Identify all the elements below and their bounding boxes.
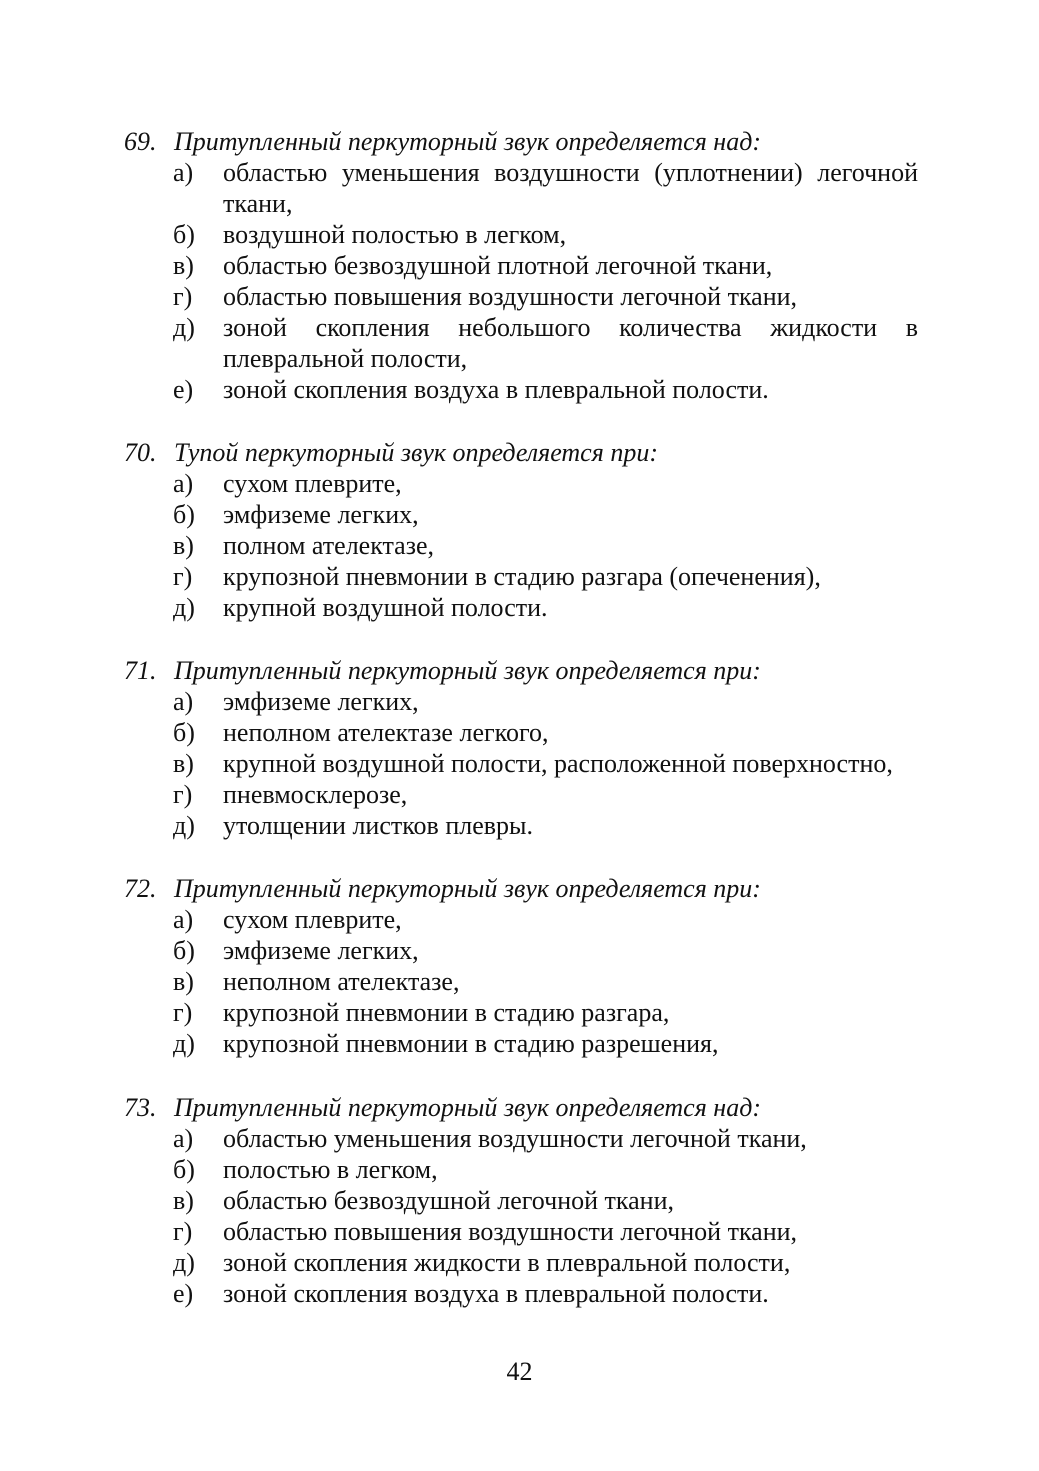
option-text: утолщении листков плевры. <box>223 811 534 840</box>
answer-options <box>173 904 918 1059</box>
option-text: воздушной полостью в легком, <box>223 220 567 249</box>
option-letter: а) <box>173 158 194 187</box>
option-letter: а) <box>173 905 194 934</box>
answer-option <box>173 1185 918 1216</box>
option-text: областью безвоздушной плотной легочной ткани, <box>223 251 773 280</box>
option-letter: е) <box>173 1279 194 1308</box>
answer-option <box>173 281 918 312</box>
answer-option <box>173 1123 918 1154</box>
option-letter: г) <box>173 998 193 1027</box>
option-letter: б) <box>173 220 195 249</box>
option-letter: г) <box>173 282 193 311</box>
answer-option <box>173 810 918 841</box>
option-letter: б) <box>173 936 195 965</box>
option-text: областью уменьшения воздушности легочной ткани, <box>223 1124 807 1153</box>
option-text: сухом плеврите, <box>223 905 402 934</box>
option-letter: б) <box>173 1155 195 1184</box>
answer-option <box>173 1154 918 1185</box>
answer-option <box>173 997 918 1028</box>
option-letter: д) <box>173 1029 195 1058</box>
answer-option <box>173 374 918 405</box>
question-number: 70. <box>124 438 157 467</box>
page-number: 42 <box>506 1357 533 1386</box>
option-text: полном ателектазе, <box>223 531 435 560</box>
option-letter: в) <box>173 749 194 778</box>
question-number: 71. <box>124 656 157 685</box>
answer-option <box>173 935 918 966</box>
option-letter: в) <box>173 531 194 560</box>
question-text: Притупленный перкуторный звук определяется над: <box>174 127 762 156</box>
answer-options <box>173 1123 918 1309</box>
option-letter: г) <box>173 1217 193 1246</box>
answer-option <box>173 1247 918 1278</box>
option-text: зоной скопления небольшого количества жидкости в плевральной полости, <box>223 313 918 373</box>
option-text: эмфиземе легких, <box>223 500 419 529</box>
question-title <box>124 437 924 468</box>
option-text: областью безвоздушной легочной ткани, <box>223 1186 675 1215</box>
question-number: 69. <box>124 127 157 156</box>
option-letter: г) <box>173 780 193 809</box>
answer-option <box>173 717 918 748</box>
answer-option <box>173 219 918 250</box>
option-letter: а) <box>173 469 194 498</box>
answer-option <box>173 1216 918 1247</box>
answer-option <box>173 250 918 281</box>
option-text: эмфиземе легких, <box>223 687 419 716</box>
question-text: Притупленный перкуторный звук определяется при: <box>174 874 761 903</box>
option-text: неполном ателектазе, <box>223 967 460 996</box>
answer-options <box>173 686 918 841</box>
answer-option <box>173 530 918 561</box>
question-text: Тупой перкуторный звук определяется при: <box>174 438 658 467</box>
option-letter: б) <box>173 500 195 529</box>
option-text: областью повышения воздушности легочной ткани, <box>223 282 798 311</box>
option-letter: е) <box>173 375 194 404</box>
option-letter: д) <box>173 811 195 840</box>
option-letter: в) <box>173 1186 194 1215</box>
option-text: зоной скопления воздуха в плевральной полости. <box>223 1279 769 1308</box>
option-text: зоной скопления воздуха в плевральной полости. <box>223 375 769 404</box>
option-text: крупной воздушной полости, расположенной поверхностно, <box>223 749 893 778</box>
option-text: неполном ателектазе легкого, <box>223 718 549 747</box>
question-number: 73. <box>124 1093 157 1122</box>
answer-option <box>173 686 918 717</box>
option-text: областью повышения воздушности легочной ткани, <box>223 1217 798 1246</box>
option-letter: д) <box>173 1248 195 1277</box>
question-text: Притупленный перкуторный звук определяется над: <box>174 1093 762 1122</box>
option-text: сухом плеврите, <box>223 469 402 498</box>
answer-option <box>173 748 918 779</box>
option-letter: д) <box>173 313 195 342</box>
answer-option <box>173 561 918 592</box>
option-text: крупозной пневмонии в стадию разгара (опеченения), <box>223 562 821 591</box>
option-text: крупной воздушной полости. <box>223 593 548 622</box>
answer-option <box>173 904 918 935</box>
question-title <box>124 126 924 157</box>
option-text: эмфиземе легких, <box>223 936 419 965</box>
question-title <box>124 873 924 904</box>
option-text: областью уменьшения воздушности (уплотнении) легочной ткани, <box>223 158 918 218</box>
answer-option <box>173 157 918 219</box>
option-letter: г) <box>173 562 193 591</box>
question-title <box>124 1092 924 1123</box>
option-letter: в) <box>173 251 194 280</box>
option-text: крупозной пневмонии в стадию разгара, <box>223 998 670 1027</box>
option-letter: а) <box>173 687 194 716</box>
answer-option <box>173 1278 918 1309</box>
answer-option <box>173 1028 918 1059</box>
question-title <box>124 655 924 686</box>
answer-options <box>173 157 918 405</box>
answer-option <box>173 592 918 623</box>
option-letter: в) <box>173 967 194 996</box>
answer-option <box>173 468 918 499</box>
option-text: зоной скопления жидкости в плевральной полости, <box>223 1248 791 1277</box>
question-number: 72. <box>124 874 157 903</box>
option-letter: а) <box>173 1124 194 1153</box>
answer-option <box>173 966 918 997</box>
option-letter: б) <box>173 718 195 747</box>
option-letter: д) <box>173 593 195 622</box>
option-text: крупозной пневмонии в стадию разрешения, <box>223 1029 719 1058</box>
answer-option <box>173 779 918 810</box>
answer-option <box>173 499 918 530</box>
option-text: пневмосклерозе, <box>223 780 408 809</box>
question-text: Притупленный перкуторный звук определяется при: <box>174 656 761 685</box>
answer-option <box>173 312 918 374</box>
answer-options <box>173 468 918 623</box>
option-text: полостью в легком, <box>223 1155 438 1184</box>
